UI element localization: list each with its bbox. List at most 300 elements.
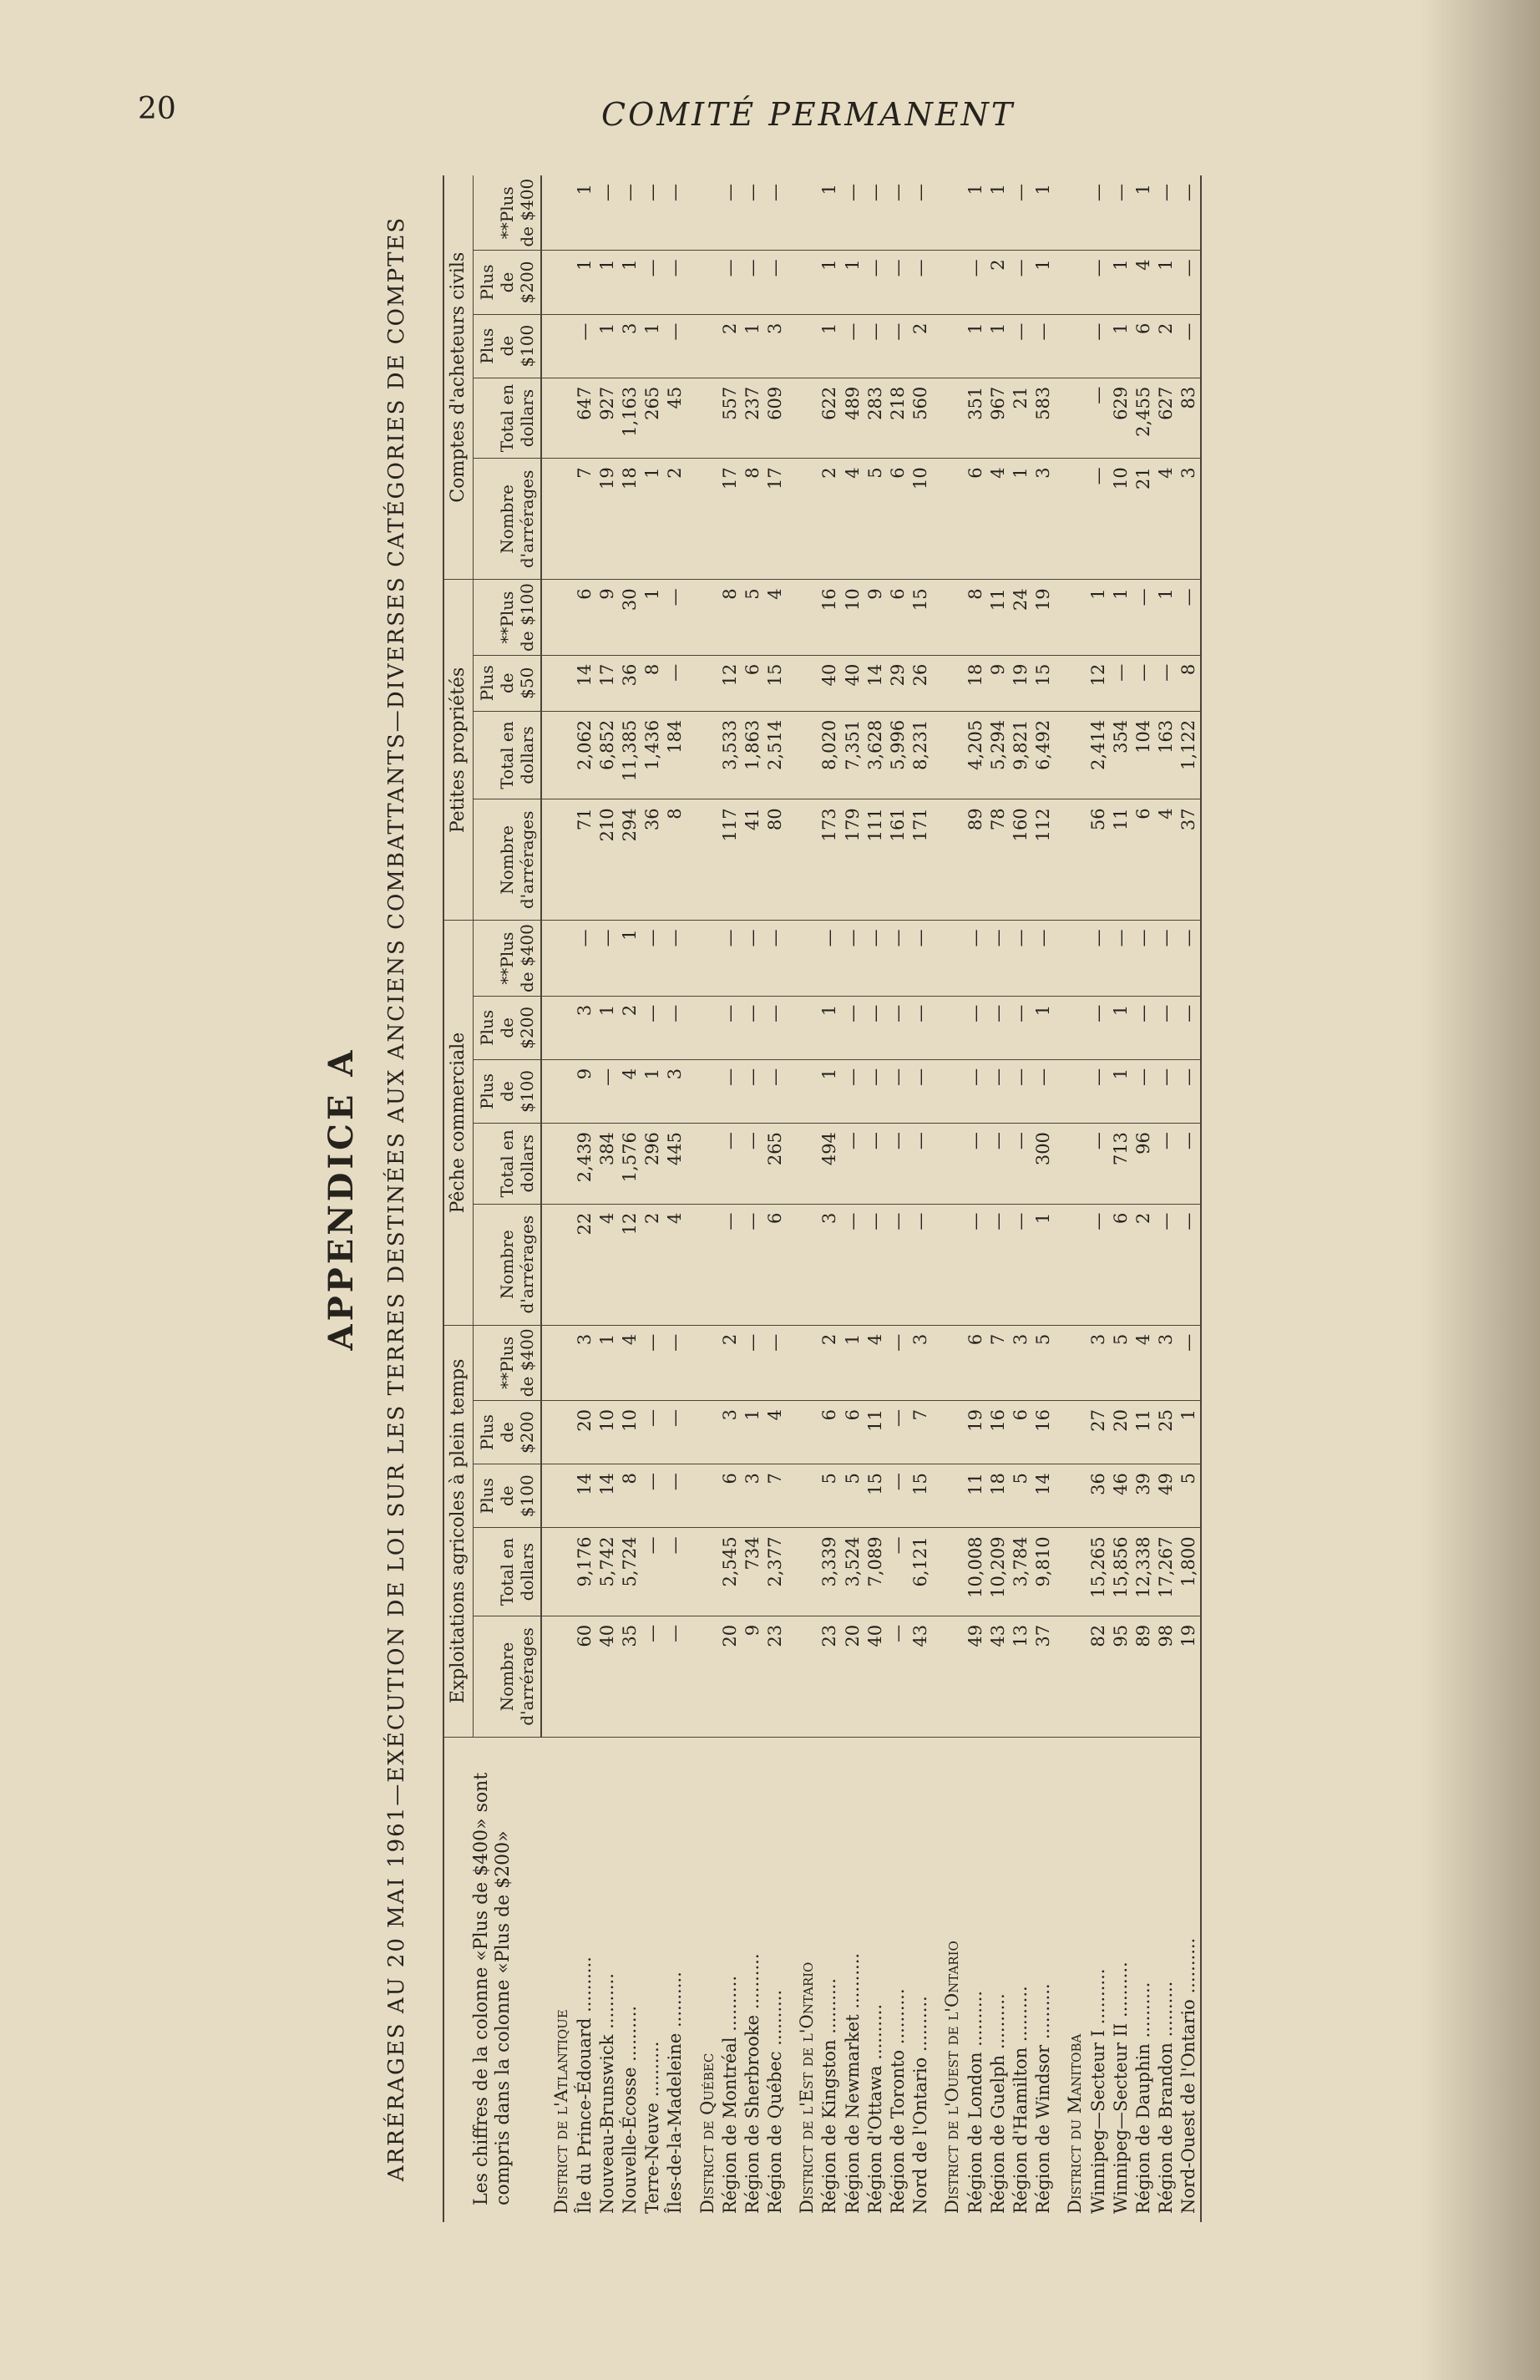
table-row: [1178, 175, 1201, 2222]
table-cell: 23: [764, 1616, 787, 1737]
table-cell: 2: [1155, 314, 1178, 378]
table-cell: —: [1087, 459, 1110, 580]
table-row: [887, 175, 909, 2222]
table-cell: [541, 314, 573, 378]
table-cell: —: [664, 921, 686, 996]
table-cell: —: [1032, 1059, 1055, 1123]
table-cell: 15: [764, 655, 787, 711]
table-cell: —: [864, 175, 887, 251]
table-cell: [787, 378, 818, 459]
table-cell: 1: [1032, 996, 1055, 1059]
table-cell: 6: [764, 1204, 787, 1325]
table-cell: 14: [864, 655, 887, 711]
table-cell: 4: [842, 459, 864, 580]
row-label: Région de Québec ..........: [765, 1989, 786, 2214]
table-cell: [541, 1325, 573, 1400]
table-cell: 104: [1132, 711, 1155, 799]
table-cell: —: [1087, 1204, 1110, 1325]
table-cell: —: [596, 1059, 619, 1123]
district-row: [541, 175, 573, 2222]
table-cell: 5: [1032, 1325, 1055, 1400]
table-cell: 29: [887, 655, 909, 711]
table-cell: 5: [742, 580, 764, 655]
table-cell: 1: [1110, 580, 1132, 655]
table-cell: 3,524: [842, 1528, 864, 1616]
table-cell: 46: [1110, 1464, 1132, 1528]
table-cell: [687, 799, 719, 921]
table-cell: [687, 251, 719, 314]
table-cell: [787, 1325, 818, 1400]
table-cell: 12,338: [1132, 1528, 1155, 1616]
table-cell: —: [909, 251, 932, 314]
table-cell: 12: [619, 1204, 641, 1325]
table-cell: 1: [1110, 996, 1132, 1059]
table-cell: 3: [574, 1325, 596, 1400]
table-cell: 294: [619, 799, 641, 921]
table-cell: 98: [1155, 1616, 1178, 1737]
table-cell: 1: [574, 251, 596, 314]
table-cell: 2: [818, 1325, 841, 1400]
table-cell: 8: [1178, 655, 1201, 711]
district-label: District de l'Ouest de l'Ontario: [942, 1941, 963, 2214]
table-cell: 80: [764, 799, 787, 921]
column-header: Plus de $100: [474, 314, 542, 378]
table-cell: 8: [965, 580, 987, 655]
table-cell: 1: [1032, 251, 1055, 314]
table-cell: —: [764, 921, 787, 996]
table-cell: 40: [842, 655, 864, 711]
table-cell: 8: [619, 1464, 641, 1528]
table-cell: [1055, 1616, 1087, 1737]
table-cell: [1055, 1204, 1087, 1325]
table-cell: —: [664, 1400, 686, 1464]
table-cell: 734: [742, 1528, 764, 1616]
table-cell: [787, 314, 818, 378]
table-cell: [787, 1464, 818, 1528]
district-label: District du Manitoba: [1065, 2033, 1086, 2214]
table-cell: —: [887, 996, 909, 1059]
table-cell: 2: [987, 251, 1010, 314]
table-cell: 2: [1132, 1204, 1155, 1325]
table-cell: 15: [864, 1464, 887, 1528]
row-label: Nouvelle-Écosse ..........: [619, 2006, 640, 2214]
table-cell: —: [1087, 251, 1110, 314]
table-row: [1155, 175, 1178, 2222]
table-cell: —: [887, 251, 909, 314]
table-cell: —: [1087, 175, 1110, 251]
table-cell: [541, 378, 573, 459]
table-cell: 1,800: [1178, 1528, 1201, 1616]
table-cell: 1,576: [619, 1124, 641, 1205]
table-row: [864, 175, 887, 2222]
table-cell: 20: [842, 1616, 864, 1737]
table-cell: —: [864, 996, 887, 1059]
table-cell: 265: [641, 378, 664, 459]
table-cell: 1: [1110, 251, 1132, 314]
table-cell: 1: [1178, 1400, 1201, 1464]
column-header: **Plus de $400: [474, 175, 542, 251]
table-cell: —: [887, 175, 909, 251]
table-cell: —: [965, 1124, 987, 1205]
table-cell: [932, 251, 964, 314]
table-cell: —: [664, 1528, 686, 1616]
table-cell: 5: [1178, 1464, 1201, 1528]
table-cell: 3: [1032, 459, 1055, 580]
table-cell: —: [1155, 996, 1178, 1059]
table-cell: 82: [1087, 1616, 1110, 1737]
table-cell: [541, 175, 573, 251]
table-cell: 629: [1110, 378, 1132, 459]
table-cell: 3: [764, 314, 787, 378]
table-cell: 30: [619, 580, 641, 655]
column-header: Nombre d'arrérages: [474, 459, 542, 580]
table-cell: 7: [764, 1464, 787, 1528]
table-cell: —: [1010, 1059, 1032, 1123]
table-cell: 184: [664, 711, 686, 799]
table-cell: [541, 1204, 573, 1325]
table-cell: —: [965, 251, 987, 314]
table-cell: 18: [987, 1464, 1010, 1528]
table-cell: 1: [1032, 1204, 1055, 1325]
table-cell: [541, 1124, 573, 1205]
table-cell: —: [887, 1464, 909, 1528]
table-cell: —: [664, 996, 686, 1059]
table-cell: —: [1110, 175, 1132, 251]
table-row: [842, 175, 864, 2222]
table-cell: —: [764, 996, 787, 1059]
table-cell: [1055, 655, 1087, 711]
table-cell: 11: [965, 1464, 987, 1528]
district-row: [787, 175, 818, 2222]
table-cell: —: [1087, 921, 1110, 996]
row-label: Région de Kingston ..........: [819, 1978, 840, 2214]
table-cell: —: [909, 921, 932, 996]
table-cell: —: [887, 921, 909, 996]
table-cell: 35: [619, 1616, 641, 1737]
column-header: Nombre d'arrérages: [474, 799, 542, 921]
table-cell: 37: [1032, 1616, 1055, 1737]
table-cell: 1,122: [1178, 711, 1201, 799]
table-cell: 6,121: [909, 1528, 932, 1616]
table-cell: —: [1178, 1204, 1201, 1325]
table-cell: 445: [664, 1124, 686, 1205]
table-row: [719, 175, 742, 2222]
table-cell: 17: [764, 459, 787, 580]
table-cell: [541, 799, 573, 921]
table-cell: —: [719, 1204, 742, 1325]
table-cell: [541, 459, 573, 580]
table-cell: 583: [1032, 378, 1055, 459]
table-cell: 1: [1132, 175, 1155, 251]
table-cell: 6: [818, 1400, 841, 1464]
row-label: Winnipeg—Secteur I ..........: [1087, 1968, 1108, 2214]
table-cell: [541, 1059, 573, 1123]
table-cell: 6: [574, 580, 596, 655]
table-cell: 1: [965, 314, 987, 378]
table-cell: —: [1155, 655, 1178, 711]
table-cell: 210: [596, 799, 619, 921]
table-cell: [787, 1124, 818, 1205]
row-label: Région de Dauphin ..........: [1132, 1982, 1153, 2214]
table-cell: [687, 1124, 719, 1205]
table-cell: —: [1178, 996, 1201, 1059]
table-cell: [1055, 580, 1087, 655]
table-cell: 3: [1155, 1325, 1178, 1400]
table-cell: [541, 996, 573, 1059]
table-cell: [787, 1204, 818, 1325]
table-cell: 3: [909, 1325, 932, 1400]
table-cell: —: [742, 996, 764, 1059]
table-cell: —: [842, 314, 864, 378]
table-cell: 218: [887, 378, 909, 459]
table-cell: —: [864, 1059, 887, 1123]
table-cell: —: [664, 1616, 686, 1737]
table-cell: —: [887, 1325, 909, 1400]
table-cell: 5: [864, 459, 887, 580]
table-cell: [687, 314, 719, 378]
table-cell: 112: [1032, 799, 1055, 921]
table-cell: [1055, 996, 1087, 1059]
table-cell: [932, 1325, 964, 1400]
table-cell: [932, 580, 964, 655]
table-cell: —: [887, 1616, 909, 1737]
table-cell: [541, 1528, 573, 1616]
table-cell: 6,492: [1032, 711, 1055, 799]
table-row: [1032, 175, 1055, 2222]
table-cell: 36: [619, 655, 641, 711]
table-cell: 967: [987, 378, 1010, 459]
table-cell: 5: [842, 1464, 864, 1528]
table-cell: 12: [719, 655, 742, 711]
table-cell: 19: [1032, 580, 1055, 655]
table-cell: —: [864, 314, 887, 378]
table-cell: —: [1178, 1124, 1201, 1205]
table-cell: 27: [1087, 1400, 1110, 1464]
table-cell: —: [965, 1059, 987, 1123]
table-cell: —: [1178, 175, 1201, 251]
table-cell: 15,856: [1110, 1528, 1132, 1616]
table-cell: 14: [574, 655, 596, 711]
row-label: Région de Newmarket ..........: [842, 1952, 863, 2214]
table-cell: 13: [1010, 1616, 1032, 1737]
table-cell: 19: [965, 1400, 987, 1464]
table-cell: [1055, 1325, 1087, 1400]
table-cell: —: [742, 251, 764, 314]
table-cell: 3: [719, 1400, 742, 1464]
column-header: Nombre d'arrérages: [474, 1616, 542, 1737]
table-cell: 713: [1110, 1124, 1132, 1205]
row-label: Région de Sherbrooke ..........: [742, 1953, 762, 2214]
table-cell: 1: [742, 1400, 764, 1464]
table-cell: —: [1087, 378, 1110, 459]
table-cell: [541, 711, 573, 799]
table-cell: [787, 251, 818, 314]
table-cell: [1055, 459, 1087, 580]
table-cell: 4: [664, 1204, 686, 1325]
table-cell: 1: [596, 1325, 619, 1400]
table-cell: [932, 1400, 964, 1464]
table-cell: —: [742, 1204, 764, 1325]
table-cell: 3: [574, 996, 596, 1059]
table-cell: [541, 1400, 573, 1464]
table-cell: [932, 1464, 964, 1528]
table-cell: 5: [818, 1464, 841, 1528]
table-cell: 49: [1155, 1464, 1178, 1528]
table-cell: —: [664, 655, 686, 711]
table-cell: [687, 459, 719, 580]
table-cell: —: [764, 1325, 787, 1400]
table-cell: 2,514: [764, 711, 787, 799]
table-cell: —: [818, 921, 841, 996]
table-cell: 3,339: [818, 1528, 841, 1616]
table-cell: 6: [1132, 314, 1155, 378]
table-cell: 557: [719, 378, 742, 459]
table-cell: [687, 921, 719, 996]
table-cell: [541, 1616, 573, 1737]
table-cell: —: [864, 251, 887, 314]
table-cell: [1055, 175, 1087, 251]
table-cell: 3,784: [1010, 1528, 1032, 1616]
table-cell: 2: [719, 314, 742, 378]
table-cell: 7: [909, 1400, 932, 1464]
table-cell: 17: [596, 655, 619, 711]
table-cell: 10: [596, 1400, 619, 1464]
table-cell: 1: [1010, 459, 1032, 580]
table-cell: 489: [842, 378, 864, 459]
table-cell: 24: [1010, 580, 1032, 655]
table-cell: —: [1010, 175, 1032, 251]
table-cell: —: [1010, 1204, 1032, 1325]
table-cell: 4: [864, 1325, 887, 1400]
table-cell: —: [1087, 996, 1110, 1059]
table-cell: 1: [818, 1059, 841, 1123]
table-cell: 23: [818, 1616, 841, 1737]
table-cell: 4: [619, 1059, 641, 1123]
table-cell: 160: [1010, 799, 1032, 921]
table-cell: 1,863: [742, 711, 764, 799]
table-cell: 1: [818, 175, 841, 251]
table-cell: —: [909, 175, 932, 251]
rotated-appendix: [317, 175, 1320, 2222]
row-label: Région de Windsor ..........: [1033, 1983, 1054, 2214]
table-cell: 9,821: [1010, 711, 1032, 799]
table-cell: 21: [1132, 459, 1155, 580]
table-cell: 5,294: [987, 711, 1010, 799]
table-cell: 6: [742, 655, 764, 711]
table-cell: 237: [742, 378, 764, 459]
district-label: District de l'Est de l'Ontario: [797, 1961, 818, 2214]
district-row: [687, 175, 719, 2222]
column-header: Plus de $200: [474, 996, 542, 1059]
table-cell: —: [664, 1464, 686, 1528]
table-cell: —: [719, 175, 742, 251]
table-cell: —: [641, 251, 664, 314]
table-cell: 1: [641, 1059, 664, 1123]
table-cell: [787, 1616, 818, 1737]
table-cell: [687, 175, 719, 251]
table-cell: —: [909, 1204, 932, 1325]
table-cell: —: [1132, 580, 1155, 655]
table-cell: 8: [719, 580, 742, 655]
row-label: Région d'Hamilton ..........: [1010, 1986, 1031, 2214]
table-cell: 494: [818, 1124, 841, 1205]
table-row: [664, 175, 686, 2222]
table-cell: 6: [887, 580, 909, 655]
table-cell: 10,008: [965, 1528, 987, 1616]
table-cell: [932, 1124, 964, 1205]
table-cell: 384: [596, 1124, 619, 1205]
table-cell: 1: [641, 314, 664, 378]
table-cell: 40: [596, 1616, 619, 1737]
table-cell: 8,020: [818, 711, 841, 799]
table-cell: 2: [818, 459, 841, 580]
table-cell: [932, 711, 964, 799]
column-header: Nombre d'arrérages: [474, 1204, 542, 1325]
table-row: [619, 175, 641, 2222]
table-cell: [1055, 378, 1087, 459]
table-cell: —: [641, 1400, 664, 1464]
table-row: [742, 175, 764, 2222]
table-cell: —: [764, 1059, 787, 1123]
table-cell: —: [1155, 921, 1178, 996]
table-cell: —: [641, 1616, 664, 1737]
table-cell: 1: [842, 251, 864, 314]
table-cell: 9: [987, 655, 1010, 711]
table-cell: —: [719, 1124, 742, 1205]
table-cell: 11,385: [619, 711, 641, 799]
table-cell: —: [641, 996, 664, 1059]
table-cell: 1: [596, 996, 619, 1059]
row-label: Région de Toronto ..........: [888, 1988, 909, 2214]
table-cell: 3: [742, 1464, 764, 1528]
table-cell: —: [1178, 1325, 1201, 1400]
table-cell: [1055, 314, 1087, 378]
table-cell: [1055, 711, 1087, 799]
table-cell: —: [1087, 314, 1110, 378]
table-cell: 43: [987, 1616, 1010, 1737]
table-cell: —: [987, 921, 1010, 996]
table-cell: [1055, 799, 1087, 921]
table-cell: —: [664, 175, 686, 251]
table-cell: —: [641, 1325, 664, 1400]
table-cell: 19: [596, 459, 619, 580]
table-cell: 45: [664, 378, 686, 459]
group-header: Comptes d'acheteurs civils: [443, 175, 474, 580]
table-cell: [687, 580, 719, 655]
table-cell: 2: [664, 459, 686, 580]
table-cell: —: [641, 175, 664, 251]
table-row: [574, 175, 596, 2222]
table-cell: 3,533: [719, 711, 742, 799]
table-cell: 265: [764, 1124, 787, 1205]
table-cell: 6: [965, 1325, 987, 1400]
table-cell: 1: [574, 175, 596, 251]
table-cell: 14: [1032, 1464, 1055, 1528]
table-cell: —: [887, 1124, 909, 1205]
table-cell: 1: [641, 580, 664, 655]
table-cell: 171: [909, 799, 932, 921]
table-cell: —: [842, 996, 864, 1059]
table-cell: —: [574, 921, 596, 996]
table-cell: 8,231: [909, 711, 932, 799]
table-cell: —: [1178, 251, 1201, 314]
row-label: Région de London ..........: [965, 1991, 985, 2214]
table-cell: 19: [1178, 1616, 1201, 1737]
table-cell: [932, 1204, 964, 1325]
table-row: [641, 175, 664, 2222]
table-body: [541, 175, 1201, 2222]
table-cell: —: [596, 175, 619, 251]
